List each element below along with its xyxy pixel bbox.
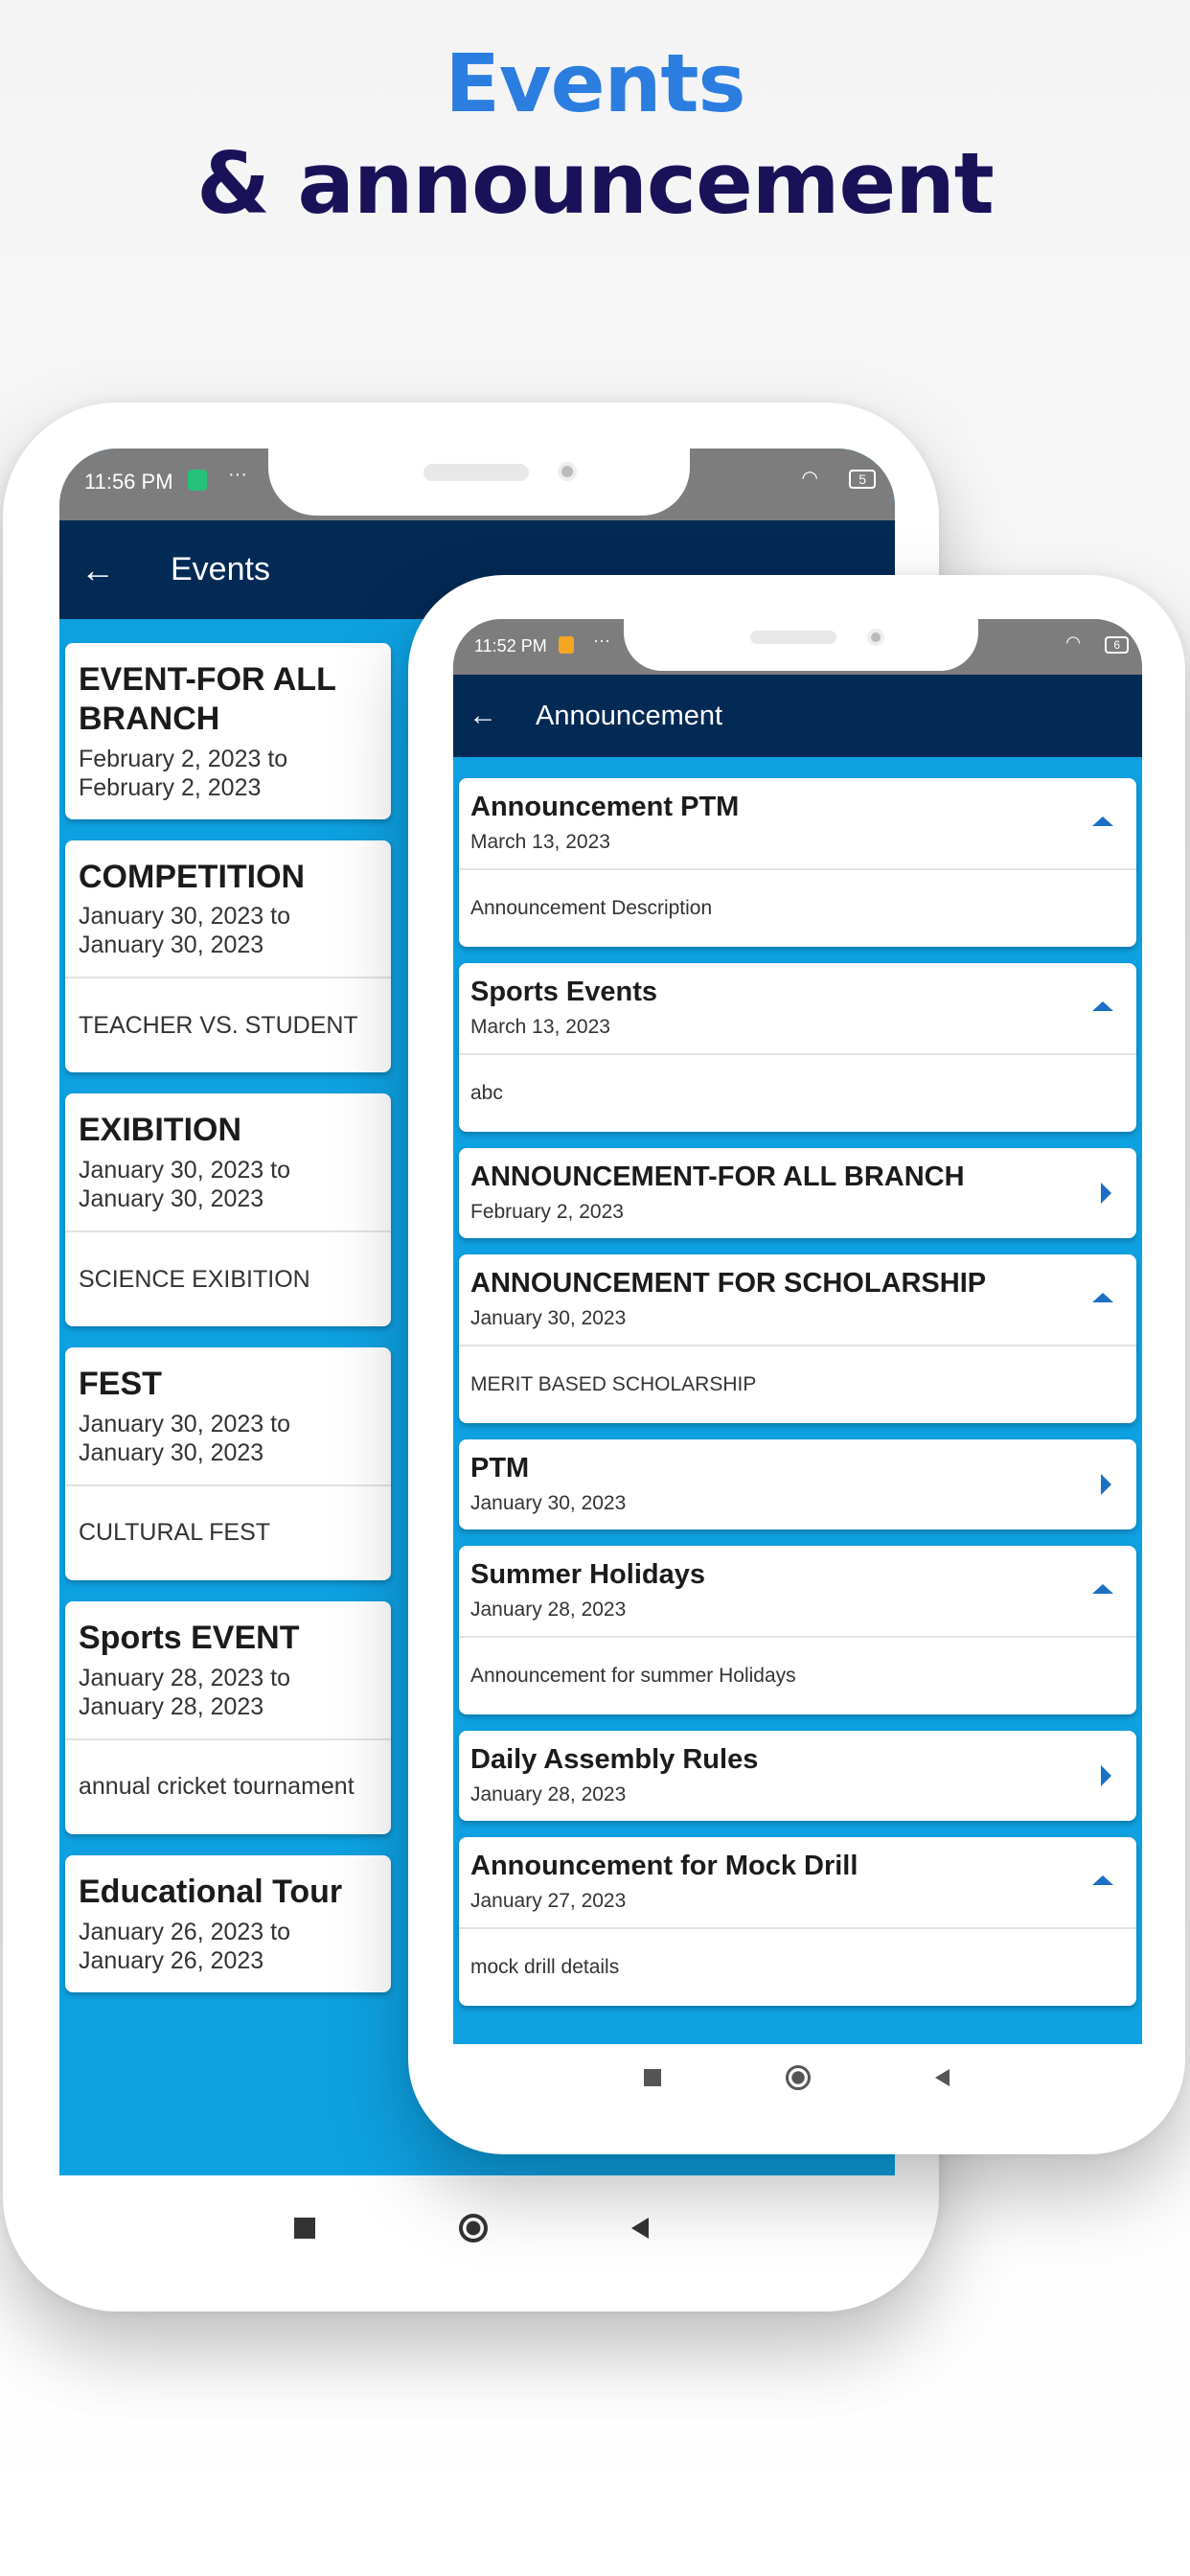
announcement-description: abc	[459, 1053, 1136, 1132]
chevron-up-icon[interactable]	[1092, 1293, 1113, 1302]
back-nav-icon[interactable]	[631, 2218, 649, 2239]
announcement-card[interactable]	[459, 1731, 1136, 1821]
chevron-right-icon[interactable]	[1101, 1183, 1111, 1204]
announcement-title: Announcement for Mock Drill	[470, 1851, 858, 1881]
battery-icon: 5	[849, 470, 876, 489]
chevron-up-icon[interactable]	[1092, 1001, 1113, 1011]
home-icon[interactable]	[786, 2065, 811, 2090]
announcement-description: MERIT BASED SCHOLARSHIP	[459, 1345, 1136, 1423]
page-title: Announcement	[536, 700, 723, 731]
event-card[interactable]	[65, 1601, 391, 1834]
announcement-title: PTM	[470, 1453, 530, 1484]
status-time: 11:56 PM	[84, 470, 173, 494]
event-card[interactable]	[65, 1855, 391, 1992]
more-icon: ···	[593, 631, 610, 650]
nav-bar	[3, 2214, 939, 2242]
back-arrow-icon[interactable]: ←	[80, 549, 115, 589]
event-description: CULTURAL FEST	[65, 1484, 391, 1580]
event-card[interactable]	[65, 1093, 391, 1326]
event-title: FEST	[79, 1366, 162, 1403]
event-title: COMPETITION	[79, 858, 306, 895]
event-title: Sports EVENT	[79, 1619, 300, 1656]
chevron-up-icon[interactable]	[1092, 816, 1113, 826]
event-date: February 2, 2023 to February 2, 2023	[79, 745, 288, 801]
announcement-card-header[interactable]	[459, 1439, 1136, 1530]
announcement-card[interactable]	[459, 1546, 1136, 1714]
wifi-icon: ◠	[801, 468, 818, 489]
nav-bar	[408, 2065, 1185, 2090]
announcement-title: Summer Holidays	[470, 1559, 705, 1590]
announcement-title: Daily Assembly Rules	[470, 1744, 759, 1775]
events-list	[65, 643, 391, 1992]
announcement-card[interactable]	[459, 1254, 1136, 1423]
announcement-card[interactable]	[459, 963, 1136, 1132]
announcement-description: Announcement Description	[459, 868, 1136, 947]
hero-title: Events	[445, 36, 745, 130]
announcement-title: ANNOUNCEMENT FOR SCHOLARSHIP	[470, 1268, 987, 1299]
announcement-date: March 13, 2023	[470, 831, 610, 853]
home-icon[interactable]	[459, 2214, 488, 2242]
more-icon: ···	[228, 464, 247, 485]
event-date: January 30, 2023 to January 30, 2023	[79, 1157, 290, 1213]
event-card[interactable]	[65, 643, 391, 819]
announcement-card-header[interactable]	[459, 1731, 1136, 1821]
announcement-list	[459, 778, 1136, 2006]
announcement-card[interactable]	[459, 1439, 1136, 1530]
announcement-title: Sports Events	[470, 977, 657, 1007]
event-card-header	[65, 840, 391, 978]
event-card[interactable]	[65, 840, 391, 1073]
event-title: EVENT-FOR ALL BRANCH	[79, 661, 336, 737]
announcement-description: mock drill details	[459, 1927, 1136, 2006]
event-date: January 28, 2023 to January 28, 2023	[79, 1664, 290, 1720]
event-date: January 30, 2023 to January 30, 2023	[79, 1410, 290, 1466]
back-nav-icon[interactable]	[935, 2069, 950, 2086]
event-date: January 26, 2023 to January 26, 2023	[79, 1918, 290, 1974]
recent-apps-icon[interactable]	[644, 2069, 661, 2086]
event-title: Educational Tour	[79, 1873, 343, 1910]
event-description: SCIENCE EXIBITION	[65, 1230, 391, 1326]
announcement-screen	[453, 619, 1142, 2044]
announcement-date: February 2, 2023	[470, 1201, 624, 1223]
hero-subtitle: & announcement	[196, 134, 994, 233]
announcement-date: March 13, 2023	[470, 1016, 610, 1038]
event-card-header	[65, 1093, 391, 1230]
shield-icon	[188, 470, 207, 491]
event-title: EXIBITION	[79, 1112, 242, 1149]
announcement-card-header[interactable]	[459, 1837, 1136, 1927]
announcement-title: ANNOUNCEMENT-FOR ALL BRANCH	[470, 1162, 965, 1192]
recent-apps-icon[interactable]	[294, 2218, 315, 2239]
announcement-date: January 30, 2023	[470, 1492, 627, 1514]
wifi-icon: ◠	[1065, 632, 1081, 652]
event-description: TEACHER VS. STUDENT	[65, 977, 391, 1072]
event-card-header	[65, 1855, 391, 1992]
announcement-card[interactable]	[459, 1837, 1136, 2006]
back-arrow-icon[interactable]: ←	[469, 700, 497, 731]
announcement-description: Announcement for summer Holidays	[459, 1636, 1136, 1714]
event-card-header	[65, 1347, 391, 1484]
announcement-card-header[interactable]	[459, 778, 1136, 868]
event-card[interactable]	[65, 1347, 391, 1580]
notification-icon	[559, 636, 574, 654]
announcement-card-header[interactable]	[459, 963, 1136, 1053]
announcement-date: January 28, 2023	[470, 1783, 627, 1806]
announcement-card[interactable]	[459, 778, 1136, 947]
chevron-up-icon[interactable]	[1092, 1875, 1113, 1885]
event-card-header	[65, 643, 391, 819]
announcement-card-header[interactable]	[459, 1254, 1136, 1345]
chevron-up-icon[interactable]	[1092, 1584, 1113, 1594]
announcement-phone	[408, 575, 1185, 2154]
announcement-card-header[interactable]	[459, 1148, 1136, 1238]
event-card-header	[65, 1601, 391, 1738]
announcement-date: January 28, 2023	[470, 1598, 627, 1621]
event-date: January 30, 2023 to January 30, 2023	[79, 903, 290, 959]
announcement-card-header[interactable]	[459, 1546, 1136, 1636]
battery-icon: 6	[1105, 636, 1129, 654]
announcement-date: January 27, 2023	[470, 1890, 627, 1912]
chevron-right-icon[interactable]	[1101, 1765, 1111, 1786]
event-description: annual cricket tournament	[65, 1738, 391, 1834]
announcement-date: January 30, 2023	[470, 1307, 627, 1329]
announcement-title: Announcement PTM	[470, 792, 740, 822]
announcement-card[interactable]	[459, 1148, 1136, 1238]
page-title: Events	[171, 551, 270, 587]
chevron-right-icon[interactable]	[1101, 1474, 1111, 1495]
status-time: 11:52 PM	[474, 636, 547, 656]
